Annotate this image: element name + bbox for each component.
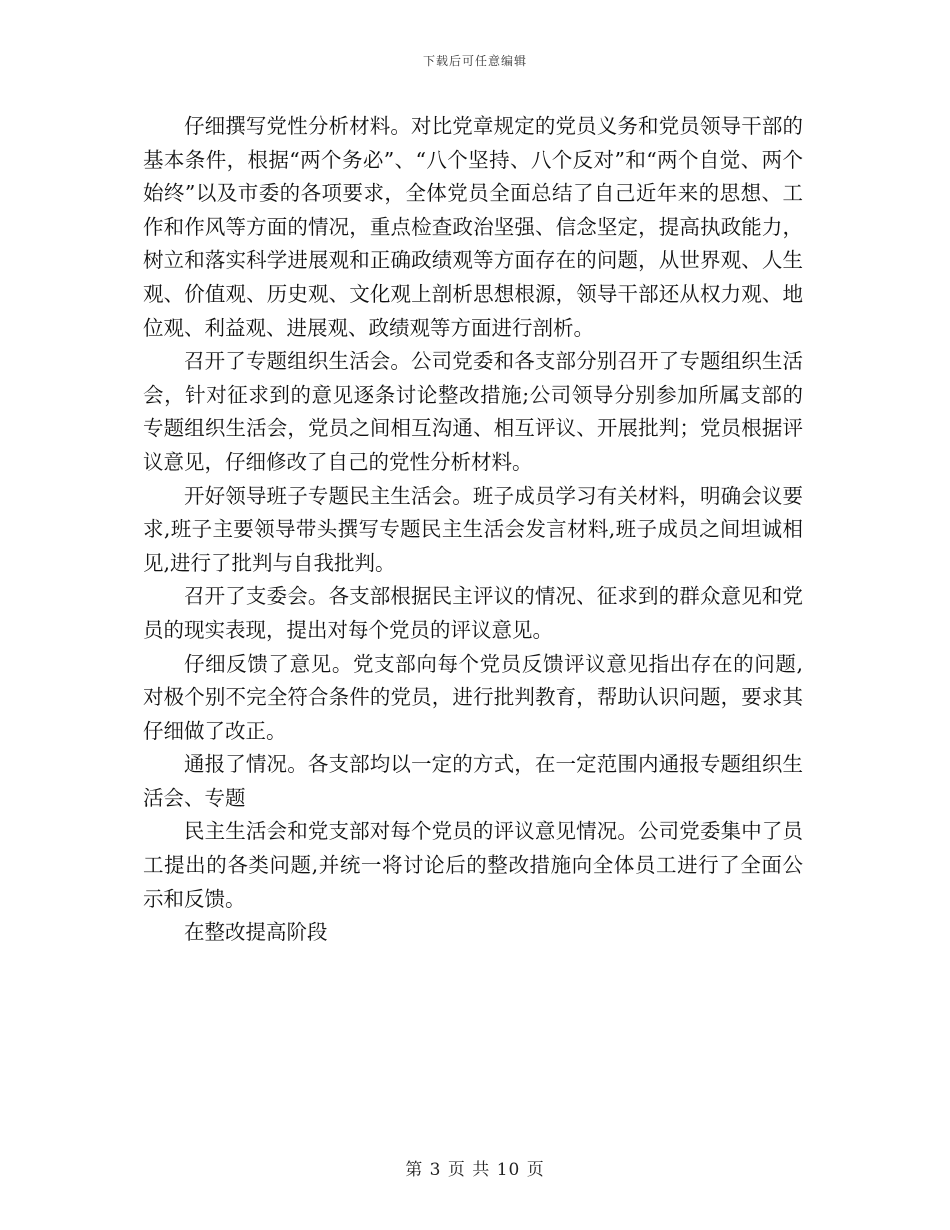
paragraph-branch-committee: 召开了支委会。各支部根据民主评议的情况、征求到的群众意见和党员的现实表现，提出对每个党员的评议意见。 — [143, 584, 803, 642]
paragraph-rectification-stage: 在整改提高阶段 — [184, 920, 328, 945]
paragraph-party-analysis: 仔细撰写党性分析材料。对比党章规定的党员义务和党员领导干部的基本条件，根据“两个务必”、“八个坚持、八个反对”和“两个自觉、两个始终”以及市委的各项要求，全体党员全面总结了自己近年来的思想、工作和作风等方面的情况，重点检查政治坚强、信念坚定，提高执政能力，树立和落实科学进展观和正确政绩观等方面存在的问题，从世界观、人生观、价值观、历史观、文化观上剖析思想根源，领导干部还从权力观、地位观、利益观、进展观、政绩观等方面进行剖析。 — [143, 114, 803, 340]
paragraph-organization-meeting: 召开了专题组织生活会。公司党委和各支部分别召开了专题组织生活会，针对征求到的意见逐条讨论整改措施;公司领导分别参加所属支部的专题组织生活会，党员之间相互沟通、相互评议、开展批判；党员根据评议意见，仔细修改了自己的党性分析材料。 — [143, 349, 803, 474]
page-header-note: 下载后可任意编辑 — [422, 54, 527, 68]
document-body — [143, 110, 803, 950]
paragraph-feedback: 仔细反馈了意见。党支部向每个党员反馈评议意见指出存在的问题,对极个别不完全符合条件的党员，进行批判教育，帮助认识问题，要求其仔细做了改正。 — [143, 651, 803, 743]
paragraph-democratic-life: 民主生活会和党支部对每个党员的评议意见情况。公司党委集中了员工提出的各类问题,并统一将讨论后的整改措施向全体员工进行了全面公示和反馈。 — [143, 819, 803, 911]
page-footer-number: 第 3 页 共 10 页 — [405, 1160, 545, 1180]
paragraph-leadership-meeting: 开好领导班子专题民主生活会。班子成员学习有关材料，明确会议要求,班子主要领导带头撰写专题民主生活会发言材料,班子成员之间坦诚相见,进行了批判与自我批判。 — [143, 483, 803, 575]
paragraph-notification: 通报了情况。各支部均以一定的方式，在一定范围内通报专题组织生活会、专题 — [143, 752, 803, 810]
